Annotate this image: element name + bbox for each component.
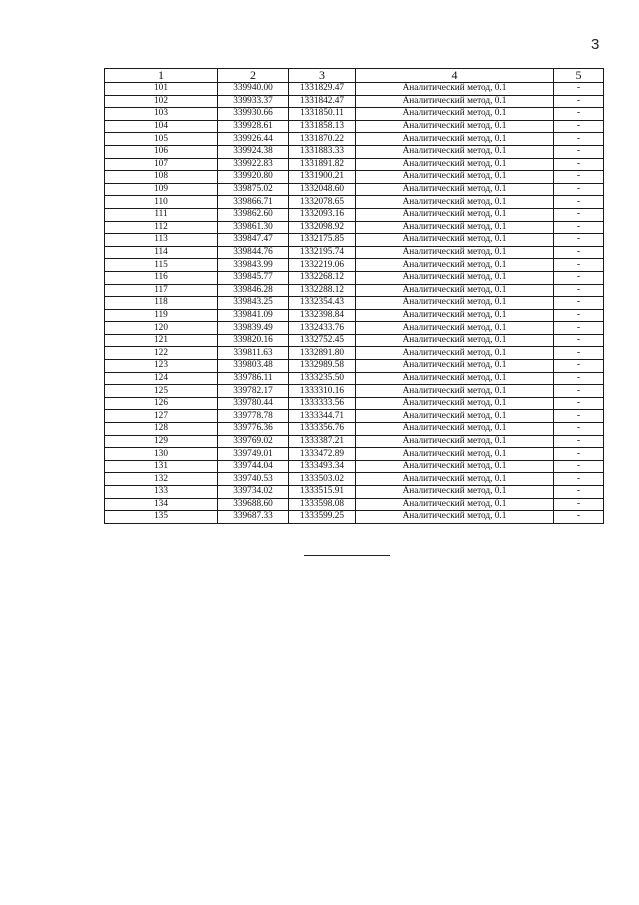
method-cell: Аналитический метод, 0.1 <box>356 385 554 398</box>
point-number-cell: 121 <box>105 334 218 347</box>
method-cell: Аналитический метод, 0.1 <box>356 183 554 196</box>
y-coordinate-cell: 1332219.06 <box>289 259 356 272</box>
note-cell: - <box>554 171 604 184</box>
method-cell: Аналитический метод, 0.1 <box>356 259 554 272</box>
method-cell: Аналитический метод, 0.1 <box>356 397 554 410</box>
method-cell: Аналитический метод, 0.1 <box>356 372 554 385</box>
point-number-cell: 126 <box>105 397 218 410</box>
coordinates-table <box>104 68 604 524</box>
table-row <box>105 221 604 234</box>
note-cell: - <box>554 385 604 398</box>
note-cell: - <box>554 271 604 284</box>
method-cell: Аналитический метод, 0.1 <box>356 83 554 96</box>
note-cell: - <box>554 309 604 322</box>
table-row <box>105 322 604 335</box>
point-number-cell: 118 <box>105 297 218 310</box>
y-coordinate-cell: 1331858.13 <box>289 120 356 133</box>
table-row <box>105 385 604 398</box>
method-cell: Аналитический метод, 0.1 <box>356 347 554 360</box>
x-coordinate-cell: 339928.61 <box>218 120 289 133</box>
method-cell: Аналитический метод, 0.1 <box>356 171 554 184</box>
point-number-cell: 108 <box>105 171 218 184</box>
table-row <box>105 347 604 360</box>
method-cell: Аналитический метод, 0.1 <box>356 158 554 171</box>
note-cell: - <box>554 158 604 171</box>
y-coordinate-cell: 1331891.82 <box>289 158 356 171</box>
x-coordinate-cell: 339847.47 <box>218 234 289 247</box>
x-coordinate-cell: 339846.28 <box>218 284 289 297</box>
table-row <box>105 511 604 524</box>
column-header-5: 5 <box>554 69 604 83</box>
table-row <box>105 83 604 96</box>
note-cell: - <box>554 133 604 146</box>
method-cell: Аналитический метод, 0.1 <box>356 360 554 373</box>
x-coordinate-cell: 339811.63 <box>218 347 289 360</box>
x-coordinate-cell: 339924.38 <box>218 145 289 158</box>
point-number-cell: 124 <box>105 372 218 385</box>
note-cell: - <box>554 120 604 133</box>
method-cell: Аналитический метод, 0.1 <box>356 322 554 335</box>
method-cell: Аналитический метод, 0.1 <box>356 95 554 108</box>
x-coordinate-cell: 339920.80 <box>218 171 289 184</box>
table-row <box>105 158 604 171</box>
note-cell: - <box>554 259 604 272</box>
note-cell: - <box>554 83 604 96</box>
table-row <box>105 171 604 184</box>
point-number-cell: 107 <box>105 158 218 171</box>
point-number-cell: 116 <box>105 271 218 284</box>
point-number-cell: 129 <box>105 435 218 448</box>
table-row <box>105 246 604 259</box>
note-cell: - <box>554 372 604 385</box>
y-coordinate-cell: 1332752.45 <box>289 334 356 347</box>
column-header-2: 2 <box>218 69 289 83</box>
x-coordinate-cell: 339930.66 <box>218 108 289 121</box>
method-cell: Аналитический метод, 0.1 <box>356 435 554 448</box>
note-cell: - <box>554 360 604 373</box>
y-coordinate-cell: 1333472.89 <box>289 448 356 461</box>
note-cell: - <box>554 473 604 486</box>
y-coordinate-cell: 1333344.71 <box>289 410 356 423</box>
note-cell: - <box>554 196 604 209</box>
method-cell: Аналитический метод, 0.1 <box>356 309 554 322</box>
x-coordinate-cell: 339862.60 <box>218 208 289 221</box>
y-coordinate-cell: 1332354.43 <box>289 297 356 310</box>
point-number-cell: 112 <box>105 221 218 234</box>
point-number-cell: 105 <box>105 133 218 146</box>
y-coordinate-cell: 1332891.80 <box>289 347 356 360</box>
x-coordinate-cell: 339841.09 <box>218 309 289 322</box>
x-coordinate-cell: 339843.25 <box>218 297 289 310</box>
point-number-cell: 119 <box>105 309 218 322</box>
point-number-cell: 127 <box>105 410 218 423</box>
note-cell: - <box>554 234 604 247</box>
page-number: 3 <box>591 36 600 53</box>
y-coordinate-cell: 1332098.92 <box>289 221 356 234</box>
table-row <box>105 360 604 373</box>
point-number-cell: 102 <box>105 95 218 108</box>
x-coordinate-cell: 339844.76 <box>218 246 289 259</box>
table-body <box>105 83 604 524</box>
y-coordinate-cell: 1332195.74 <box>289 246 356 259</box>
point-number-cell: 111 <box>105 208 218 221</box>
x-coordinate-cell: 339820.16 <box>218 334 289 347</box>
y-coordinate-cell: 1331850.11 <box>289 108 356 121</box>
point-number-cell: 131 <box>105 460 218 473</box>
point-number-cell: 115 <box>105 259 218 272</box>
point-number-cell: 133 <box>105 486 218 499</box>
table-row <box>105 271 604 284</box>
y-coordinate-cell: 1333356.76 <box>289 423 356 436</box>
note-cell: - <box>554 246 604 259</box>
note-cell: - <box>554 208 604 221</box>
column-header-4: 4 <box>356 69 554 83</box>
y-coordinate-cell: 1333503.02 <box>289 473 356 486</box>
point-number-cell: 104 <box>105 120 218 133</box>
method-cell: Аналитический метод, 0.1 <box>356 460 554 473</box>
y-coordinate-cell: 1333333.56 <box>289 397 356 410</box>
point-number-cell: 135 <box>105 511 218 524</box>
point-number-cell: 132 <box>105 473 218 486</box>
x-coordinate-cell: 339922.83 <box>218 158 289 171</box>
note-cell: - <box>554 221 604 234</box>
x-coordinate-cell: 339749.01 <box>218 448 289 461</box>
x-coordinate-cell: 339875.02 <box>218 183 289 196</box>
point-number-cell: 125 <box>105 385 218 398</box>
method-cell: Аналитический метод, 0.1 <box>356 410 554 423</box>
table-row <box>105 460 604 473</box>
note-cell: - <box>554 448 604 461</box>
table-row <box>105 435 604 448</box>
point-number-cell: 113 <box>105 234 218 247</box>
note-cell: - <box>554 423 604 436</box>
y-coordinate-cell: 1333493.34 <box>289 460 356 473</box>
y-coordinate-cell: 1332093.16 <box>289 208 356 221</box>
point-number-cell: 101 <box>105 83 218 96</box>
table-row <box>105 397 604 410</box>
table-row <box>105 145 604 158</box>
note-cell: - <box>554 145 604 158</box>
y-coordinate-cell: 1333310.16 <box>289 385 356 398</box>
x-coordinate-cell: 339740.53 <box>218 473 289 486</box>
x-coordinate-cell: 339940.00 <box>218 83 289 96</box>
note-cell: - <box>554 297 604 310</box>
x-coordinate-cell: 339843.99 <box>218 259 289 272</box>
method-cell: Аналитический метод, 0.1 <box>356 108 554 121</box>
note-cell: - <box>554 183 604 196</box>
method-cell: Аналитический метод, 0.1 <box>356 334 554 347</box>
note-cell: - <box>554 460 604 473</box>
y-coordinate-cell: 1332433.76 <box>289 322 356 335</box>
note-cell: - <box>554 486 604 499</box>
note-cell: - <box>554 397 604 410</box>
table-row <box>105 120 604 133</box>
method-cell: Аналитический метод, 0.1 <box>356 221 554 234</box>
x-coordinate-cell: 339926.44 <box>218 133 289 146</box>
method-cell: Аналитический метод, 0.1 <box>356 246 554 259</box>
method-cell: Аналитический метод, 0.1 <box>356 297 554 310</box>
point-number-cell: 134 <box>105 498 218 511</box>
x-coordinate-cell: 339839.49 <box>218 322 289 335</box>
method-cell: Аналитический метод, 0.1 <box>356 448 554 461</box>
y-coordinate-cell: 1331883.33 <box>289 145 356 158</box>
y-coordinate-cell: 1331870.22 <box>289 133 356 146</box>
table-row <box>105 259 604 272</box>
method-cell: Аналитический метод, 0.1 <box>356 473 554 486</box>
table-row <box>105 473 604 486</box>
y-coordinate-cell: 1333387.21 <box>289 435 356 448</box>
method-cell: Аналитический метод, 0.1 <box>356 511 554 524</box>
point-number-cell: 109 <box>105 183 218 196</box>
x-coordinate-cell: 339769.02 <box>218 435 289 448</box>
table-row <box>105 334 604 347</box>
table-row <box>105 297 604 310</box>
x-coordinate-cell: 339803.48 <box>218 360 289 373</box>
x-coordinate-cell: 339861.30 <box>218 221 289 234</box>
point-number-cell: 106 <box>105 145 218 158</box>
note-cell: - <box>554 108 604 121</box>
method-cell: Аналитический метод, 0.1 <box>356 133 554 146</box>
x-coordinate-cell: 339866.71 <box>218 196 289 209</box>
y-coordinate-cell: 1333598.08 <box>289 498 356 511</box>
point-number-cell: 122 <box>105 347 218 360</box>
point-number-cell: 110 <box>105 196 218 209</box>
table-row <box>105 284 604 297</box>
note-cell: - <box>554 322 604 335</box>
table-row <box>105 309 604 322</box>
y-coordinate-cell: 1332268.12 <box>289 271 356 284</box>
x-coordinate-cell: 339780.44 <box>218 397 289 410</box>
y-coordinate-cell: 1331842.47 <box>289 95 356 108</box>
method-cell: Аналитический метод, 0.1 <box>356 120 554 133</box>
note-cell: - <box>554 334 604 347</box>
point-number-cell: 114 <box>105 246 218 259</box>
end-of-document-line <box>304 555 390 556</box>
x-coordinate-cell: 339687.33 <box>218 511 289 524</box>
x-coordinate-cell: 339744.04 <box>218 460 289 473</box>
point-number-cell: 117 <box>105 284 218 297</box>
method-cell: Аналитический метод, 0.1 <box>356 234 554 247</box>
method-cell: Аналитический метод, 0.1 <box>356 423 554 436</box>
table-row <box>105 498 604 511</box>
method-cell: Аналитический метод, 0.1 <box>356 208 554 221</box>
note-cell: - <box>554 347 604 360</box>
x-coordinate-cell: 339776.36 <box>218 423 289 436</box>
point-number-cell: 103 <box>105 108 218 121</box>
x-coordinate-cell: 339845.77 <box>218 271 289 284</box>
x-coordinate-cell: 339786.11 <box>218 372 289 385</box>
note-cell: - <box>554 511 604 524</box>
y-coordinate-cell: 1332175.85 <box>289 234 356 247</box>
y-coordinate-cell: 1332078.65 <box>289 196 356 209</box>
x-coordinate-cell: 339933.37 <box>218 95 289 108</box>
x-coordinate-cell: 339782.17 <box>218 385 289 398</box>
table-header-row <box>105 69 604 83</box>
column-header-3: 3 <box>289 69 356 83</box>
table-row <box>105 410 604 423</box>
y-coordinate-cell: 1333599.25 <box>289 511 356 524</box>
note-cell: - <box>554 410 604 423</box>
y-coordinate-cell: 1332048.60 <box>289 183 356 196</box>
method-cell: Аналитический метод, 0.1 <box>356 486 554 499</box>
method-cell: Аналитический метод, 0.1 <box>356 145 554 158</box>
table-row <box>105 208 604 221</box>
table-row <box>105 183 604 196</box>
x-coordinate-cell: 339688.60 <box>218 498 289 511</box>
point-number-cell: 120 <box>105 322 218 335</box>
table-row <box>105 423 604 436</box>
method-cell: Аналитический метод, 0.1 <box>356 271 554 284</box>
table-row <box>105 196 604 209</box>
y-coordinate-cell: 1333235.50 <box>289 372 356 385</box>
point-number-cell: 123 <box>105 360 218 373</box>
y-coordinate-cell: 1332989.58 <box>289 360 356 373</box>
y-coordinate-cell: 1332398.84 <box>289 309 356 322</box>
method-cell: Аналитический метод, 0.1 <box>356 498 554 511</box>
table-row <box>105 234 604 247</box>
table-row <box>105 108 604 121</box>
table-row <box>105 448 604 461</box>
table-row <box>105 133 604 146</box>
method-cell: Аналитический метод, 0.1 <box>356 196 554 209</box>
note-cell: - <box>554 435 604 448</box>
column-header-1: 1 <box>105 69 218 83</box>
table-row <box>105 372 604 385</box>
note-cell: - <box>554 498 604 511</box>
note-cell: - <box>554 284 604 297</box>
table-row <box>105 95 604 108</box>
x-coordinate-cell: 339734.02 <box>218 486 289 499</box>
note-cell: - <box>554 95 604 108</box>
y-coordinate-cell: 1333515.91 <box>289 486 356 499</box>
method-cell: Аналитический метод, 0.1 <box>356 284 554 297</box>
y-coordinate-cell: 1331829.47 <box>289 83 356 96</box>
y-coordinate-cell: 1331900.21 <box>289 171 356 184</box>
y-coordinate-cell: 1332288.12 <box>289 284 356 297</box>
point-number-cell: 130 <box>105 448 218 461</box>
x-coordinate-cell: 339778.78 <box>218 410 289 423</box>
point-number-cell: 128 <box>105 423 218 436</box>
table-row <box>105 486 604 499</box>
